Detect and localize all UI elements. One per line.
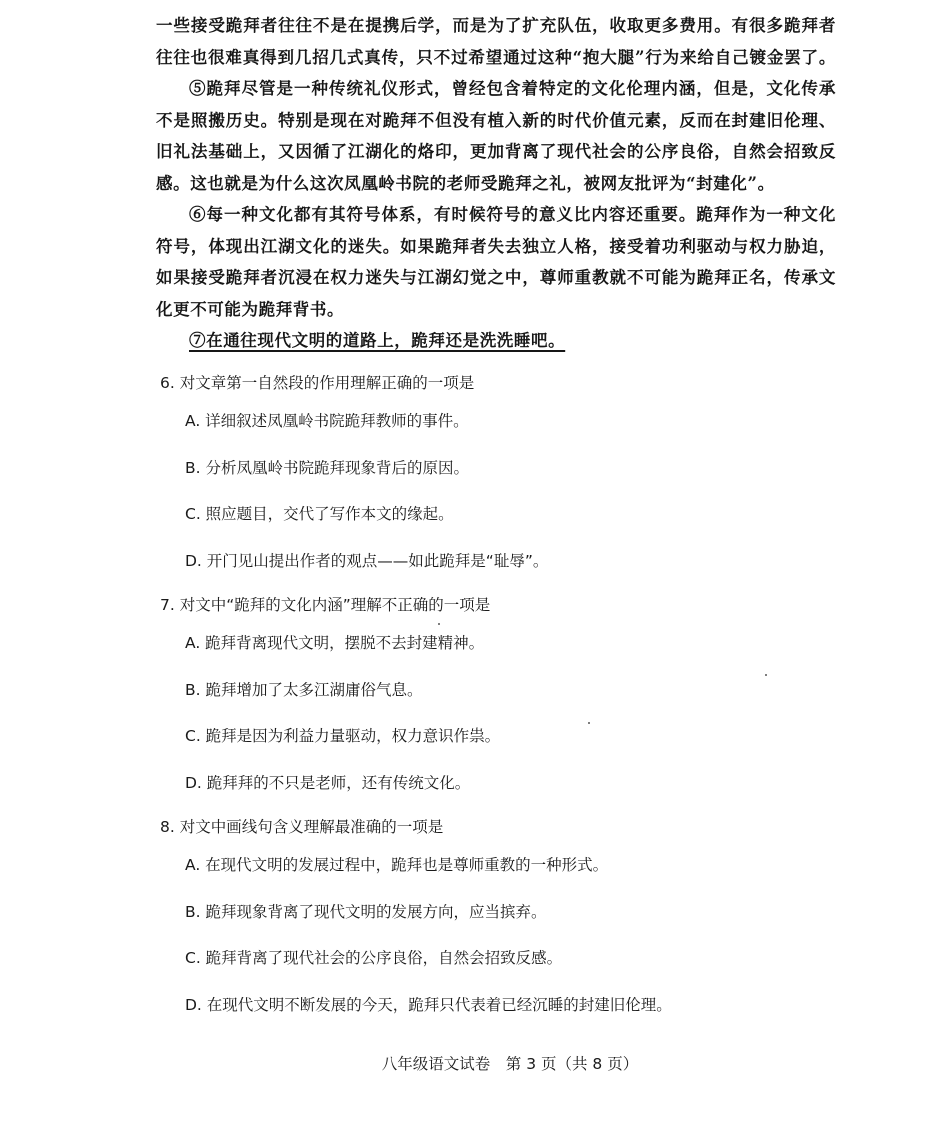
option-d: D. 在现代文明不断发展的今天，跪拜只代表着已经沉睡的封建旧伦理。 [185,995,672,1014]
option-a: A. 详细叙述凤凰岭书院跪拜教师的事件。 [185,412,469,430]
question-stem: 6. 对文章第一自然段的作用理解正确的一项是 [160,374,475,392]
passage-line: 旧礼法基础上，又因循了江湖化的烙印，更加背离了现代社会的公序良俗，自然会招致反 [156,142,836,161]
passage-line: 符号，体现出江湖文化的迷失。如果跪拜者失去独立人格，接受着功利驱动与权力胁迫， [156,236,836,256]
option-a: A. 在现代文明的发展过程中，跪拜也是尊师重教的一种形式。 [185,856,609,874]
option-c: C. 照应题目，交代了写作本文的缘起。 [185,505,454,523]
scan-speck [588,722,590,724]
option-a: A. 跪拜背离现代文明，摆脱不去封建精神。 [185,634,485,652]
scan-speck [765,674,767,676]
passage-line: 不是照搬历史。特别是现在对跪拜不但没有植入新的时代价值元素，反而在封建旧伦理、 [156,110,836,130]
reading-passage [156,10,836,357]
passage-line: 感。这也就是为什么这次凤凰岭书院的老师受跪拜之礼，被网友批评为“封建化”。 [156,173,775,193]
page-footer: 八年级语文试卷 第 3 页（共 8 页） [381,1055,639,1073]
passage-line: ⑥每一种文化都有其符号体系，有时候符号的意义比内容还重要。跪拜作为一种文化 [189,205,836,224]
option-d: D. 开门见山提出作者的观点——如此跪拜是“耻辱”。 [185,551,549,570]
question-7 [160,590,810,806]
underlined-sentence: ⑦在通往现代文明的道路上，跪拜还是洗洗睡吧。 [189,331,566,350]
question-list [160,368,810,1028]
passage-line: 往往也很难真得到几招几式真传，只不过希望通过这种“抱大腿”行为来给自己镀金罢了。 [156,47,836,67]
option-c: C. 跪拜是因为利益力量驱动，权力意识作祟。 [185,727,501,745]
option-b: B. 跪拜增加了太多江湖庸俗气息。 [185,680,423,699]
passage-underlined-line [156,325,836,357]
passage-line: 如果接受跪拜者沉浸在权力迷失与江湖幻觉之中，尊师重教就不可能为跪拜正名，传承文 [156,268,836,287]
question-6 [160,368,810,584]
option-b: B. 分析凤凰岭书院跪拜现象背后的原因。 [185,458,469,477]
passage-line: ⑤跪拜尽管是一种传统礼仪形式，曾经包含着特定的文化伦理内涵，但是，文化传承 [189,79,836,98]
question-stem: 8. 对文中画线句含义理解最准确的一项是 [160,818,444,836]
scan-speck [438,623,440,625]
passage-line: 一些接受跪拜者往往不是在提携后学，而是为了扩充队伍，收取更多费用。有很多跪拜者 [156,16,836,35]
question-8 [160,812,810,1028]
passage-line: 化更不可能为跪拜背书。 [156,299,345,319]
question-stem: 7. 对文中“跪拜的文化内涵”理解不正确的一项是 [160,596,491,614]
option-c: C. 跪拜背离了现代社会的公序良俗，自然会招致反感。 [185,949,563,967]
option-d: D. 跪拜拜的不只是老师，还有传统文化。 [185,773,471,792]
option-b: B. 跪拜现象背离了现代文明的发展方向，应当摈弃。 [185,902,547,921]
